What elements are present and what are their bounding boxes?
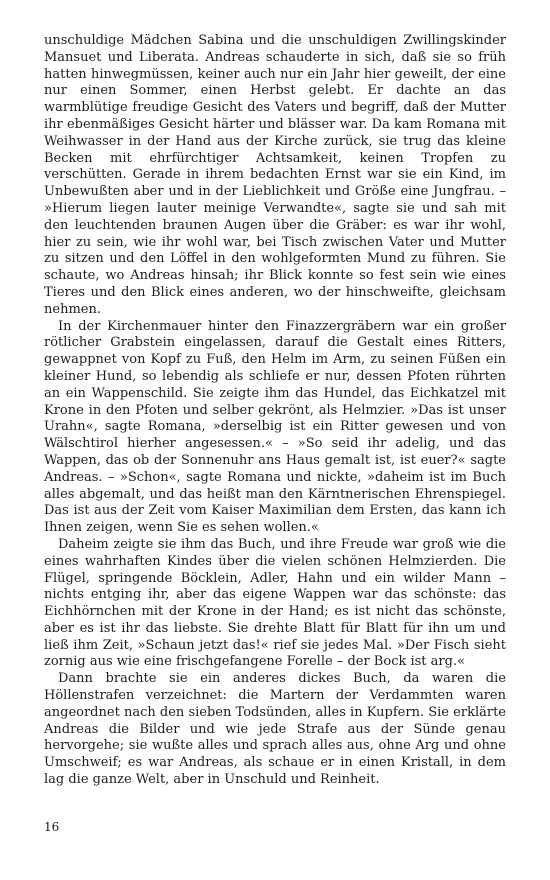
page-number: 16 bbox=[44, 820, 60, 834]
paragraph-2: In der Kirchenmauer hinter den Finazzergräbern war ein großer rötlicher Grabstein eingelassen, darauf die Gestalt eines Ritters, gewappnet von Kopf zu Fuß, den Helm im Arm, zu seinen Füßen ein kleiner Hund, so lebendig als schliefe er nur, dessen Pfoten rührten an ein Wappenschild. Sie zeigte ihm das Hundel, das Eichkatzel mit Krone in den Pfoten und selber gekrönt, als Helmzier. »Das ist unser Urahn«, sagte Romana, »derselbig ist ein Ritter gewesen und von Wälschtirol hierher angesessen.« – »So seid ihr adelig, und das Wappen, das ob der Sonnenuhr ans Haus gemalt ist, ist euer?« sagte Andreas. – »Schon«, sagte Romana und nickte, »daheim ist im Buch alles abgemalt, und das heißt man den Kärntnerischen Ehrenspiegel. Das ist aus der Zeit vom Kaiser Maximilian dem Ersten, das kann ich Ihnen zeigen, wenn Sie es sehen wollen.« bbox=[44, 318, 506, 536]
paragraph-1: unschuldige Mädchen Sabina und die unschuldigen Zwillingskinder Mansuet und Liberata. Andreas schauderte in sich, daß sie so früh hatten hinwegmüssen, keiner auch nur ein Jahr hier geweilt, der eine nur einen Sommer, einen Herbst gelebt. Er dachte an das warmblütige freudige Gesicht des Vaters und begriff, daß der Mutter ihr ebenmäßiges Gesicht härter und blässer war. Da kam Romana mit Weihwasser in der Hand aus der Kirche zurück, sie trug das kleine Becken mit ehrfürchtiger Achtsamkeit, keinen Tropfen zu verschütten. Gerade in ihrem bedachten Ernst war sie ein Kind, im Unbewußten aber und in der Lieblichkeit und Größe eine Jungfrau. – »Hierum liegen lauter meinige Verwandte«, sagte sie und sah mit den leuchtenden braunen Augen über die Gräber: es war ihr wohl, hier zu sein, wie ihr wohl war, bei Tisch zwischen Vater und Mutter zu sitzen und den Löffel in den wohlgeformten Mund zu führen. Sie schaute, wo Andreas hinsah; ihr Blick konnte so fest sein wie eines Tieres und den Blick eines anderen, wo der hinschweifte, gleichsam nehmen. bbox=[44, 33, 506, 317]
page-body bbox=[44, 33, 506, 789]
paragraph-3: Daheim zeigte sie ihm das Buch, und ihre Freude war groß wie die eines wahrhaften Kindes über die vielen schönen Helmzierden. Die Flügel, springende Böcklein, Adler, Hahn und ein wilder Mann – nichts entging ihr, aber das eigene Wappen war das schönste: das Eichhörnchen mit der Krone in der Hand; es ist nicht das schönste, aber es ist ihr das liebste. Sie drehte Blatt für Blatt für ihn um und ließ ihm Zeit, »Schaun jetzt das!« rief sie jedes Mal. »Der Fisch sieht zornig aus wie eine frischgefangene Forelle – der Bock ist arg.« bbox=[44, 536, 506, 670]
paragraph-4: Dann brachte sie ein anderes dickes Buch, da waren die Höllenstrafen verzeichnet: die Martern der Verdammten waren angeordnet nach den sieben Todsünden, alles in Kupfern. Sie erklärte Andreas die Bilder und wie jede Strafe aus der Sünde genau hervorgehe; sie wußte alles und sprach alles aus, ohne Arg und ohne Umschweif; es war Andreas, als schaue er in einen Kristall, in dem lag die ganze Welt, aber in Unschuld und Reinheit. bbox=[44, 671, 506, 788]
